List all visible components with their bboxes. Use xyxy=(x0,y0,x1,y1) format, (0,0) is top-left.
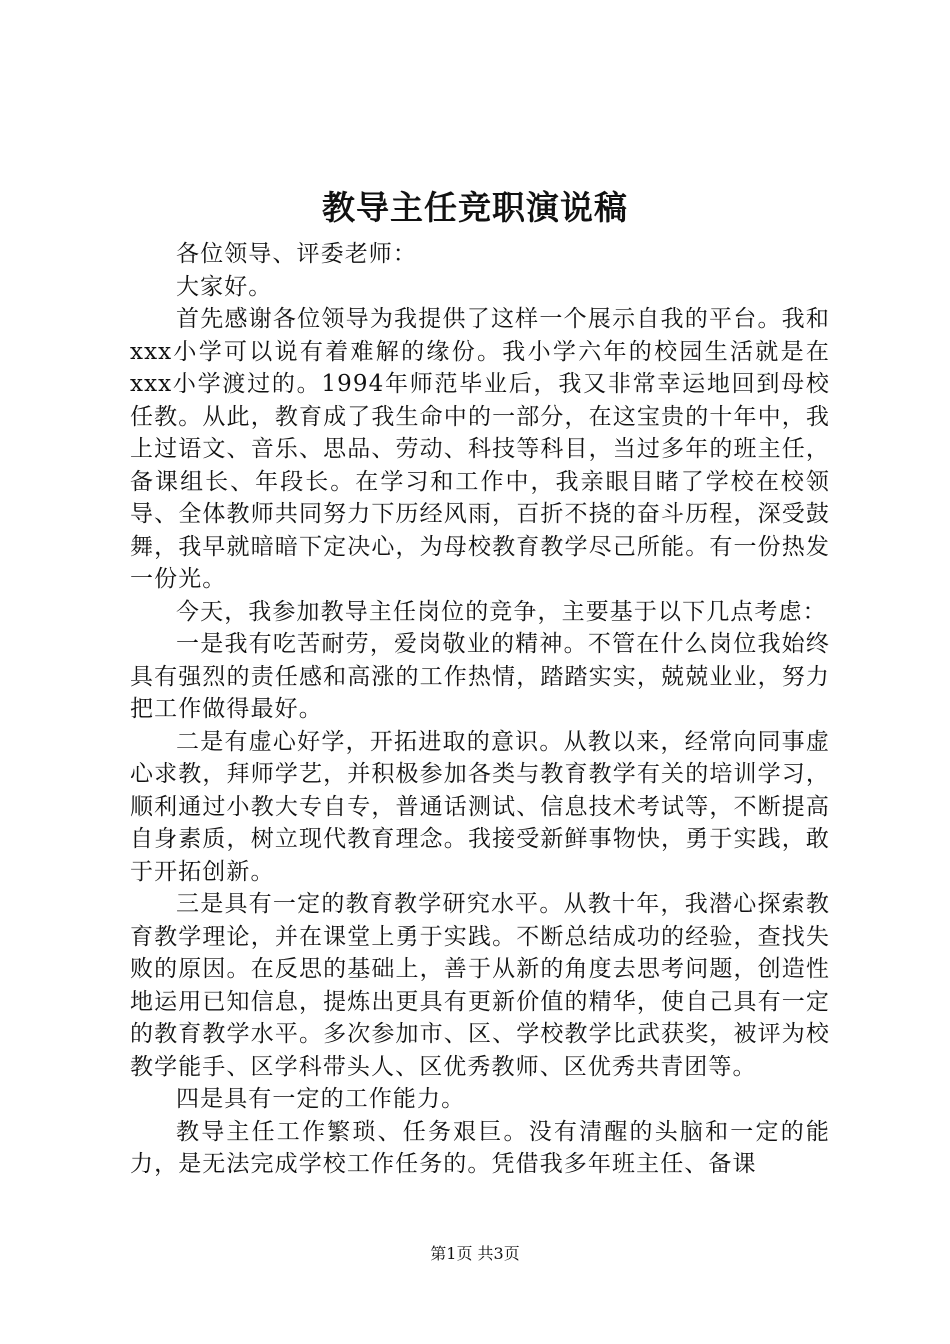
paragraph-salutation: 各位领导、评委老师： xyxy=(176,241,417,267)
document-body xyxy=(130,238,830,1181)
page-footer: 第1页 共3页 xyxy=(430,1244,520,1263)
paragraph-work-ability: 教导主任工作繁琐、任务艰巨。没有清醒的头脑和一定的能力，是无法完成学校工作任务的。凭借我多年班主任、备课 xyxy=(130,1118,830,1177)
paragraph-reason-three: 三是具有一定的教育教学研究水平。从教十年，我潜心探索教育教学理论，并在课堂上勇于实践。不断总结成功的经验，查找失败的原因。在反思的基础上，善于从新的角度去思考问题，创造性地运用已知信息，提炼出更具有更新价值的精华，使自己具有一定的教育教学水平。多次参加市、区、学校教学比武获奖，被评为校教学能手、区学科带头人、区优秀教师、区优秀共青团等。 xyxy=(130,891,830,1080)
paragraph-reasons-intro: 今天，我参加教导主任岗位的竞争，主要基于以下几点考虑： xyxy=(176,598,827,625)
document-title: 教导主任竞职演说稿 xyxy=(322,188,628,227)
paragraph-reason-one: 一是我有吃苦耐劳，爱岗敬业的精神。不管在什么岗位我始终具有强烈的责任感和高涨的工作热情，踏踏实实，兢兢业业，努力把工作做得最好。 xyxy=(130,631,830,722)
paragraph-greeting: 大家好。 xyxy=(176,273,273,300)
paragraph-introduction: 首先感谢各位领导为我提供了这样一个展示自我的平台。我和xxx小学可以说有着难解的缘份。我小学六年的校园生活就是在xxx小学渡过的。1994年师范毕业后，我又非常幸运地回到母校任教。从此，教育成了我生命中的一部分，在这宝贵的十年中，我上过语文、音乐、思品、劳动、科技等科目，当过多年的班主任，备课组长、年段长。在学习和工作中，我亲眼目睹了学校在校领导、全体教师共同努力下历经风雨，百折不挠的奋斗历程，深受鼓舞，我早就暗暗下定决心，为母校教育教学尽己所能。有一份热发一份光。 xyxy=(130,306,830,592)
paragraph-reason-four: 四是具有一定的工作能力。 xyxy=(176,1086,466,1112)
paragraph-reason-two: 二是有虚心好学，开拓进取的意识。从教以来，经常向同事虚心求教，拜师学艺，并积极参加各类与教育教学有关的培训学习，顺利通过小教大专自专，普通话测试、信息技术考试等，不断提高自身素质，树立现代教育理念。我接受新鲜事物快，勇于实践，敢于开拓创新。 xyxy=(130,728,830,885)
